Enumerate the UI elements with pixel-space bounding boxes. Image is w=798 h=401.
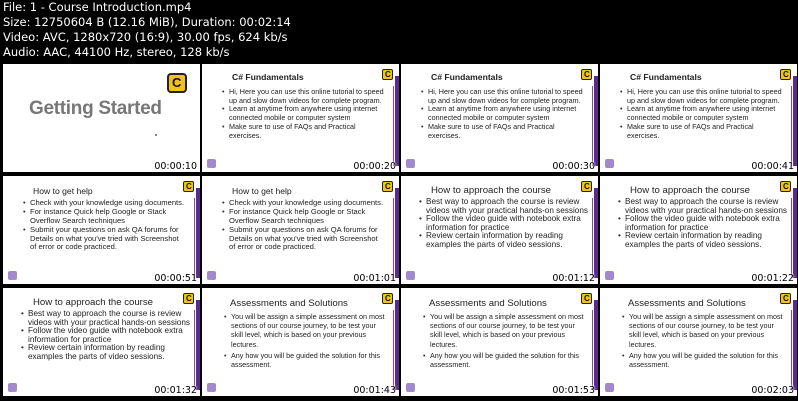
purple-stripe-thin (194, 198, 196, 278)
timestamp: 00:00:20 (353, 161, 396, 172)
thumbnail-2[interactable] (202, 64, 399, 172)
course-logo-icon: C (183, 181, 194, 192)
thumbnail-8[interactable] (600, 176, 797, 284)
thumbnail-5[interactable] (3, 176, 200, 284)
timestamp: 00:01:01 (353, 273, 396, 284)
purple-stripe (793, 300, 797, 390)
timestamp: 00:01:43 (353, 385, 396, 396)
bullet-list (423, 312, 585, 369)
purple-stripe-thin (194, 310, 196, 390)
slide-title: Assessments and Solutions (429, 298, 547, 309)
bullet-item: • Review certain information by reading examples the parts of video sessions. (21, 344, 191, 361)
bullet-item: • Check with your knowledge using documents. (23, 199, 185, 207)
slide-title: How to get help (232, 186, 292, 196)
slide-title: C# Fundamentals (431, 72, 503, 82)
thumbnail-grid (0, 64, 798, 401)
bullet-item: • Review certain information by reading examples the parts of video sessions. (419, 232, 589, 249)
course-logo-icon: C (581, 293, 592, 304)
bullet-list (222, 199, 384, 251)
slide-title: Assessments and Solutions (628, 298, 746, 309)
corner-icon (207, 383, 216, 392)
corner-icon (8, 271, 17, 280)
corner-icon (406, 383, 415, 392)
course-logo-icon: C (167, 73, 187, 93)
thumbnail-10[interactable] (202, 288, 399, 396)
purple-stripe-thin (393, 86, 395, 166)
bullet-item: • Follow the video guide with notebook extra information for practice (419, 215, 589, 232)
bullet-list (224, 312, 386, 369)
bullet-item: • Learn at anytime from anywhere using internet connected mobile or computer system (222, 105, 384, 122)
course-logo-icon: C (382, 293, 393, 304)
course-logo-icon: C (780, 293, 791, 304)
course-logo-icon: C (183, 293, 194, 304)
bullet-list (622, 312, 784, 369)
course-logo-icon: C (382, 69, 393, 80)
bullet-item: • You will be assign a simple assessment on most sections of our course journey, to be test your skill level, which is based on your previous lectures. (224, 312, 386, 349)
purple-stripe-thin (393, 310, 395, 390)
bullet-item: • Make sure to use of FAQs and Practical exercises. (222, 123, 384, 140)
file-size-line: Size: 12750604 B (12.16 MiB), Duration: 00:02:14 (3, 15, 291, 29)
bullet-item: • Submit your questions on ask QA forums for Details on what you've tried with Screenshot of error or code practiced. (222, 226, 384, 251)
bullet-item: • Any how you will be guided the solution for this assessment. (423, 351, 585, 369)
course-logo-icon: C (780, 69, 791, 80)
purple-stripe-thin (791, 198, 793, 278)
bullet-list (419, 198, 589, 250)
slide-title: How to approach the course (630, 185, 750, 196)
timestamp: 00:01:32 (154, 385, 197, 396)
purple-stripe-thin (791, 86, 793, 166)
bullet-item: • Make sure to use of FAQs and Practical exercises. (421, 123, 583, 140)
purple-stripe-thin (592, 198, 594, 278)
slide-title: How to approach the course (33, 297, 153, 308)
bullet-item: • Check with your knowledge using documents. (222, 199, 384, 207)
thumbnail-3[interactable] (401, 64, 598, 172)
bullet-item: • You will be assign a simple assessment on most sections of our course journey, to be test your skill level, which is based on your previous lectures. (423, 312, 585, 349)
timestamp: 00:01:12 (552, 273, 595, 284)
timestamp: 00:02:03 (751, 385, 794, 396)
thumbnail-4[interactable] (600, 64, 797, 172)
bullet-item: • Best way to approach the course is review videos with your practical hands-on sessions (419, 198, 589, 215)
purple-stripe (395, 76, 399, 166)
bullet-item: • Hi, Here you can use this online tutorial to speed up and slow down videos for complete program. (421, 88, 583, 105)
course-logo-icon: C (581, 69, 592, 80)
corner-icon (207, 159, 216, 168)
slide-title: C# Fundamentals (630, 72, 702, 82)
bullet-item: • Hi, Here you can use this online tutorial to speed up and slow down videos for complete program. (620, 88, 782, 105)
audio-info-line: Audio: AAC, 44100 Hz, stereo, 128 kb/s (3, 45, 230, 59)
purple-stripe (793, 76, 797, 166)
thumbnail-7[interactable] (401, 176, 598, 284)
bullet-item: • Follow the video guide with notebook extra information for practice (21, 327, 191, 344)
corner-icon (605, 159, 614, 168)
purple-stripe (395, 300, 399, 390)
slide-title: C# Fundamentals (232, 72, 304, 82)
bullet-list (620, 88, 782, 140)
bullet-item: • For instance Quick help Google or Stack Overflow Search techniques (222, 208, 384, 225)
slide-title: How to approach the course (431, 185, 551, 196)
timestamp: 00:00:10 (154, 161, 197, 172)
purple-stripe (594, 300, 598, 390)
course-logo-icon: C (780, 181, 791, 192)
bullet-item: • Best way to approach the course is review videos with your practical hands-on sessions (21, 310, 191, 327)
bullet-item: • You will be assign a simple assessment on most sections of our course journey, to be test your skill level, which is based on your previous lectures. (622, 312, 784, 349)
bullet-item: • Make sure to use of FAQs and Practical exercises. (620, 123, 782, 140)
bullet-list (21, 310, 191, 362)
corner-icon (605, 383, 614, 392)
timestamp: 00:00:41 (751, 161, 794, 172)
purple-stripe-thin (791, 310, 793, 390)
bullet-item: • Any how you will be guided the solution for this assessment. (224, 351, 386, 369)
purple-stripe (793, 188, 797, 278)
course-logo-icon: C (581, 181, 592, 192)
bullet-item: • Best way to approach the course is review videos with your practical hands-on sessions (618, 198, 788, 215)
corner-icon (406, 159, 415, 168)
timestamp: 00:01:53 (552, 385, 595, 396)
thumbnail-11[interactable] (401, 288, 598, 396)
corner-icon (207, 271, 216, 280)
corner-icon (406, 271, 415, 280)
timestamp: 00:00:30 (552, 161, 595, 172)
purple-stripe (196, 188, 200, 278)
thumbnail-6[interactable] (202, 176, 399, 284)
thumbnail-12[interactable] (600, 288, 797, 396)
purple-stripe (395, 188, 399, 278)
slide-dot (155, 134, 157, 136)
bullet-list (23, 199, 185, 251)
purple-stripe (594, 188, 598, 278)
corner-icon (8, 383, 17, 392)
slide-title: Getting Started (29, 98, 162, 119)
bullet-list (421, 88, 583, 140)
bullet-list (618, 198, 788, 250)
slide-title: How to get help (33, 186, 93, 196)
corner-icon (605, 271, 614, 280)
file-info (3, 0, 795, 60)
slide-title: Assessments and Solutions (230, 298, 348, 309)
bullet-item: • Hi, Here you can use this online tutorial to speed up and slow down videos for complete program. (222, 88, 384, 105)
file-name-line: File: 1 - Course Introduction.mp4 (3, 0, 192, 14)
bullet-item: • Review certain information by reading examples the parts of video sessions. (618, 232, 788, 249)
purple-stripe-thin (393, 198, 395, 278)
purple-stripe-thin (592, 310, 594, 390)
bullet-list (222, 88, 384, 140)
bullet-item: • Learn at anytime from anywhere using internet connected mobile or computer system (421, 105, 583, 122)
bullet-item: • Follow the video guide with notebook extra information for practice (618, 215, 788, 232)
bullet-item: • Any how you will be guided the solution for this assessment. (622, 351, 784, 369)
bullet-item: • Submit your questions on ask QA forums for Details on what you've tried with Screenshot of error or code practiced. (23, 226, 185, 251)
timestamp: 00:00:51 (154, 273, 197, 284)
thumbnail-1[interactable] (3, 64, 200, 172)
purple-stripe-thin (592, 86, 594, 166)
bullet-item: • Learn at anytime from anywhere using internet connected mobile or computer system (620, 105, 782, 122)
purple-stripe (594, 76, 598, 166)
thumbnail-9[interactable] (3, 288, 200, 396)
bullet-item: • For instance Quick help Google or Stack Overflow Search techniques (23, 208, 185, 225)
video-info-line: Video: AVC, 1280x720 (16:9), 30.00 fps, 624 kb/s (3, 30, 288, 44)
course-logo-icon: C (382, 181, 393, 192)
purple-stripe (196, 300, 200, 390)
timestamp: 00:01:22 (751, 273, 794, 284)
